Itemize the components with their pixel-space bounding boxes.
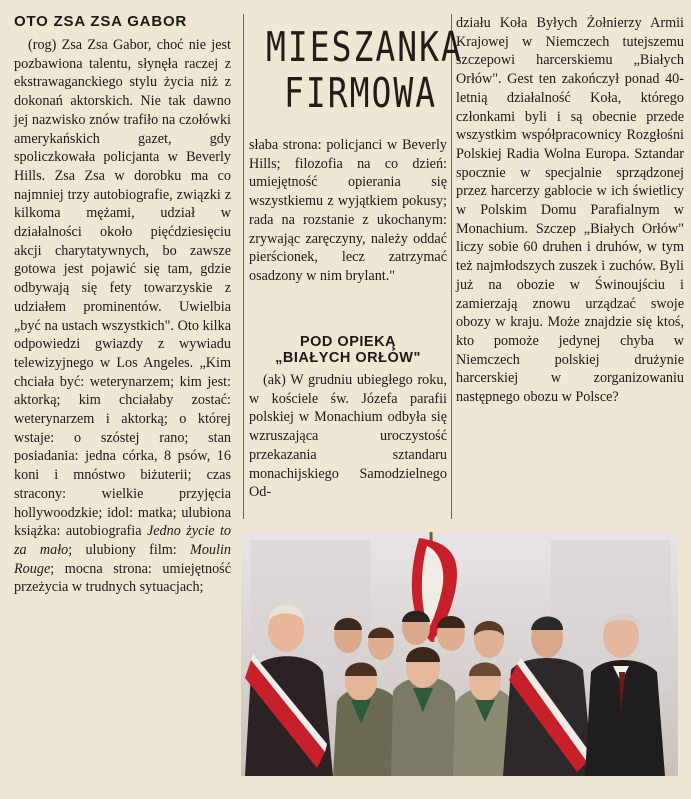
article-gabor-column-2	[249, 136, 447, 286]
article-paragraph-continued: działu Koła Byłych Żołnierzy Armii Krajowej w Niemczech tutejszemu szczepowi harcerskiemu „Białych Orłów". Gest ten zakończył ponad 40-letnią działalność Koła, którego członkami byli i są obecnie przede wszystkim współpracownicy Rozgłośni Polskiej Radia Wolna Europa. Sztandar spocznie w specjalnie sprządzonej przez harcerzy gablocie w ich świetlicy w Polskim Domu Parafialnym w Monachium. Szczep „Białych Orłów" liczy sobie 60 druhen i druhów, w tym też najmłodszych zuszek i zuchów. Byli już na obozie w Świnoujściu i zamierzają znowu urządzać swoje obozy w kraju. Może znajdzie się ktoś, kto pomoże jedynej chyba w Niemczech polskiej drużynie harcerskiej w zorganizowaniu następnego obozu w Polsce?	[456, 15, 684, 406]
logo-line-2: FIRMOWA	[284, 68, 438, 117]
group-photo-illustration	[241, 532, 678, 776]
article-heading-orly	[249, 334, 447, 366]
article-heading-gabor: OTO ZSA ZSA GABOR	[14, 13, 188, 30]
group-photo	[241, 532, 678, 776]
article-paragraph-continued: słaba strona: policjanci w Beverly Hills; filozofia na co dzień: umiejętność opierania się wszystkiemu z wyjątkiem pokusy; rada na rozstanie z ukochanym: zrywając zaręczyny, należy oddać pierścionek, lecz zatrzymać osadzony w nim brylant."	[249, 137, 447, 284]
logo-line-1: MIESZANKA	[266, 22, 463, 71]
article-orly-column-2	[249, 371, 447, 502]
article-paragraph: (rog) Zsa Zsa Gabor, choć nie jest pozbawiona talentu, słynęła raczej z ekstrawaganckiego stylu życia niż z dokonań aktorskich. Nie tak dawno jej nazwisko znów trafiło na czołówki amerykańskich gazet, gdy spoliczkowała policjanta w Beverly Hills. Zsa Zsa w dorobku ma co najmniej trzy autobiografie, związki z kilkoma mężami, udział w działalności około pięćdziesięciu akcji charytatywnych, bo zawsze gotowa jest pojawić się tam, gdzie odbywają się fety towarzyskie z udziałem prominentów. Uwielbia „być na ustach wszystkich". Oto kilka odpowiedzi gwiazdy z wywiadu telewizyjnego w Los Angeles. „Kim chciała być: weterynarzem; kim jest: aktorką; kim chciałaby zostać: weterynarzem i aktorką; o której wstaje: o szóstej rano; stan posiadania: jedna córka, 8 psów, 16 koni i mnóstwo biżuterii; czas stracony: wielkie przyjęcia hollywoodzkie; idol: matka; ulubiona książka: autobiografia Jedno życie to za mało; ulubiony film: Moulin Rouge; mocna strona: umiejętność przeżycia w trudnych sytuacjach;	[14, 37, 232, 596]
heading-line-1: POD OPIEKĄ	[299, 334, 397, 350]
column-divider	[243, 14, 244, 519]
article-orly-column-3	[456, 14, 684, 407]
column-logo	[266, 22, 463, 117]
article-paragraph: (ak) W grudniu ubiegłego roku, w kościele św. Józefa parafii polskiej w Monachium odbyła się wzruszająca uroczystość przekazania sztandaru monachijskiego Samodzielnego Od-	[249, 372, 447, 501]
column-divider	[451, 14, 452, 519]
article-gabor-column-1	[14, 36, 231, 597]
heading-line-2: „BIAŁYCH ORŁÓW"	[275, 350, 421, 366]
